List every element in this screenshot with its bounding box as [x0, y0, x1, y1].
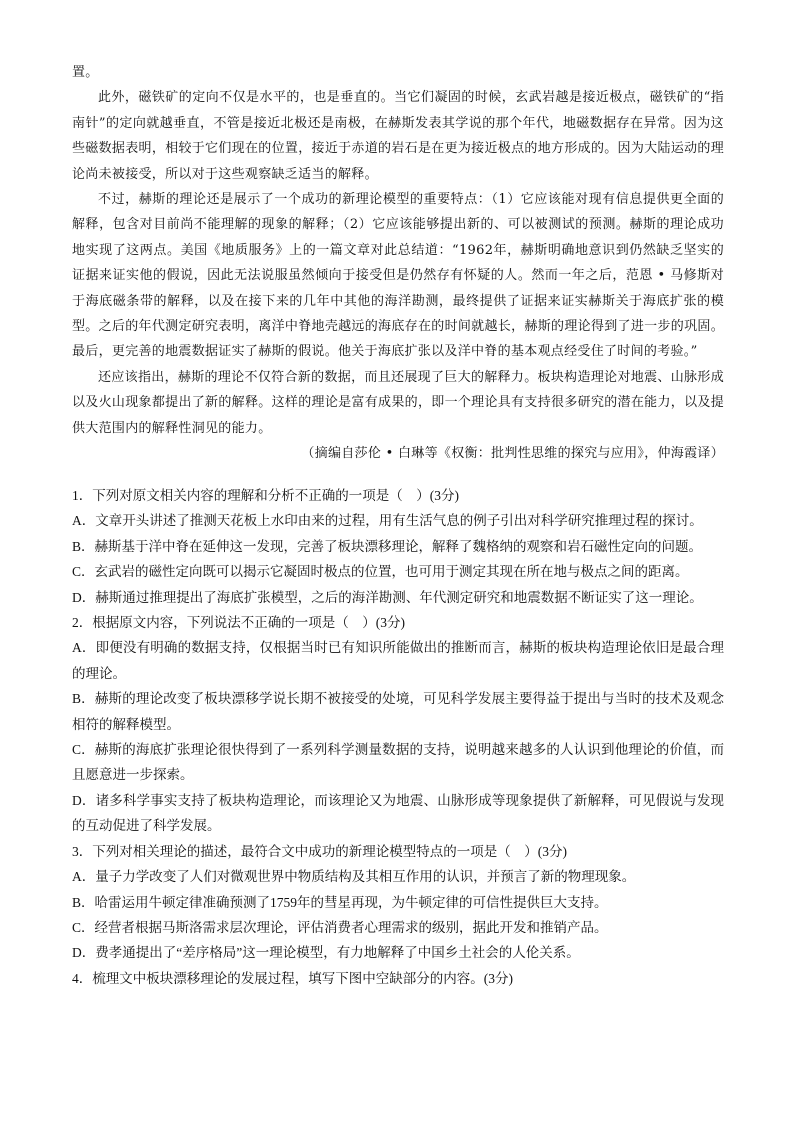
question-stem: 3．下列对相关理论的描述，最符合文中成功的新理论模型特点的一项是（ ）(3分) [72, 843, 567, 859]
option-a: A．文章开头讲述了推测天花板上水印由来的过程，用有生活气息的例子引出对科学研究推理过程的探讨。 [72, 513, 703, 529]
option-b: B．哈雷运用牛顿定律准确预测了1759年的彗星再现，为牛顿定律的可信性提供巨大支持。 [72, 894, 608, 910]
option-d: D．诸多科学事实支持了板块构造理论，而该理论又为地震、山脉形成等现象提供了新解释，可见假说与发现的互动促进了科学发展。 [72, 792, 724, 834]
question-4 [72, 966, 724, 991]
passage-paragraph: 此外，磁铁矿的定向不仅是水平的，也是垂直的。当它们凝固的时候，玄武岩越是接近极点，磁铁矿的“指南针”的定向就越垂直，不管是接近北极还是南极，在赫斯发表其学说的那个年代，地磁数据存在异常。因为这些磁数据表明，相较于它们现在的位置，接近于赤道的岩石是在更为接近极点的地方形成的。因为大陆运动的理论尚未被接受，所以对于这些观察缺乏适当的解释。 [72, 90, 724, 182]
question-stem: 4．梳理文中板块漂移理论的发展过程，填写下图中空缺部分的内容。(3分) [72, 970, 513, 986]
question-2 [72, 610, 724, 839]
option-a: A．即便没有明确的数据支持，仅根据当时已有知识所能做出的推断而言，赫斯的板块构造理论依旧是最合理的理论。 [72, 640, 724, 681]
option-d: D．费孝通提出了“差序格局”这一理论模型，有力地解释了中国乡土社会的人伦关系。 [72, 945, 580, 961]
option-c: C．玄武岩的磁性定向既可以揭示它凝固时极点的位置，也可用于测定其现在所在地与极点之间的距离。 [72, 564, 689, 580]
option-c: C．经营者根据马斯洛需求层次理论，评估消费者心理需求的级别，据此开发和推销产品。 [72, 919, 608, 935]
passage-lead-fragment: 置。 [72, 65, 99, 80]
question-1 [72, 483, 724, 610]
passage-paragraph: 还应该指出，赫斯的理论不仅符合新的数据，而且还展现了巨大的解释力。板块构造理论对地震、山脉形成以及火山现象都提出了新的解释。这样的理论是富有成果的，即一个理论具有支持很多研究的潜在能力，以及提供大范围内的解释性洞见的能力。 [72, 369, 724, 436]
option-b: B．赫斯基于洋中脊在延伸这一发现，完善了板块漂移理论，解释了魏格纳的观察和岩石磁性定向的问题。 [72, 538, 703, 554]
option-b: B．赫斯的理论改变了板块漂移学说长期不被接受的处境，可见科学发展主要得益于提出与当时的技术及观念相符的解释模型。 [72, 691, 724, 732]
option-a: A．量子力学改变了人们对微观世界中物质结构及其相互作用的认识，并预言了新的物理现象。 [72, 869, 636, 885]
question-list [72, 483, 724, 991]
option-c: C．赫斯的海底扩张理论很快得到了一系列科学测量数据的支持，说明越来越多的人认识到他理论的价值，而且愿意进一步探索。 [72, 742, 724, 783]
passage-source-citation: （摘编自莎伦 • 白琳等《权衡：批判性思维的探究与应用》，仲海霞译） [301, 446, 724, 462]
passage-paragraph: 不过，赫斯的理论还是展示了一个成功的新理论模型的重要特点：（1）它应该能对现有信息提供更全面的解释，包含对目前尚不能理解的现象的解释；（2）它应该能够提出新的、可以被测试的预测。赫斯的理论成功地实现了这两点。美国《地质服务》上的一篇文章对此总结道：“1962年，赫斯明确地意识到仍然缺乏坚实的证据来证实他的假说，因此无法说服虽然倾向于接受但是仍然存有怀疑的人。然而一年之后，范恩 • 马修斯对于海底磁条带的解释，以及在接下来的几年中其他的海洋勘测，最终提供了证据来证实赫斯关于海底扩张的模型。之后的年代测定研究表明，离洋中脊地壳越远的海底存在的时间就越长，赫斯的理论得到了进一步的巩固。最后，更完善的地震数据证实了赫斯的假说。他关于海底扩张以及洋中脊的基本观点经受住了时间的考验。” [72, 192, 724, 360]
question-stem: 2．根据原文内容，下列说法不正确的一项是（ ）(3分) [72, 615, 405, 631]
question-stem: 1．下列对原文相关内容的理解和分析不正确的一项是（ ）(3分) [72, 488, 459, 503]
question-3 [72, 839, 724, 966]
option-d: D．赫斯通过推理提出了海底扩张模型，之后的海洋勘测、年代测定研究和地震数据不断证实了这一理论。 [72, 589, 703, 605]
reading-passage [72, 60, 724, 467]
